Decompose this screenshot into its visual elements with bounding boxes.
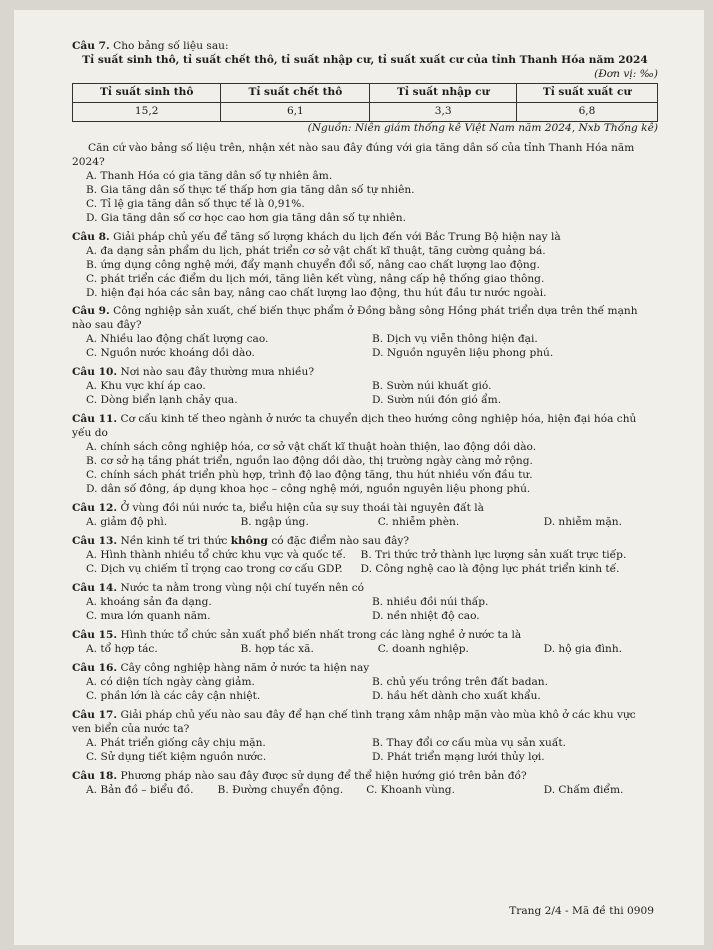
question-number: Câu 7. [72,40,110,52]
question-9 [72,305,658,361]
stem-text: có đặc điểm nào sau đây? [267,535,410,547]
stem-text: Công nghiệp sản xuất, chế biến thực phẩm ở Đồng bằng sông Hồng phát triển dựa trên thế mạnh nào sau đây? [72,305,638,332]
option-b[interactable]: B. Đường chuyển động. [217,783,344,796]
option-c[interactable]: C. Nguồn nước khoáng dồi dào. [86,347,255,360]
option-row [72,690,658,704]
option-d[interactable]: D. dân số đông, áp dụng khoa học – công nghệ mới, nguồn nguyên liệu phong phú. [86,483,531,496]
option-row [72,676,658,690]
option-b[interactable]: B. Gia tăng dân số thực tế thấp hơn gia tăng dân số tự nhiên. [86,183,415,196]
stem-text: Cơ cấu kinh tế theo ngành ở nước ta chuyển dịch theo hướng công nghiệp hóa, hiện đại hóa chủ yếu do [72,413,637,440]
table-cell: 6,1 [221,102,370,121]
option-a[interactable]: A. Khu vực khí áp cao. [86,380,206,393]
option-d[interactable]: D. hộ gia đình. [543,642,623,655]
option-row [72,347,658,361]
question-17 [72,709,658,765]
option-b[interactable]: B. nhiều đồi núi thấp. [372,595,489,608]
question-15 [72,629,658,657]
option-row [72,784,658,798]
question-number: Câu 12. [72,502,118,515]
option-b[interactable]: B. cơ sở hạ tầng phát triển, nguồn lao động dồi dào, thị trường ngày càng mở rộng. [86,455,533,468]
question-16-stem [72,662,658,676]
table-unit: (Đơn vị: ‰) [594,67,658,80]
question-7-stem [72,40,658,54]
stem-text: Hình thức tổ chức sản xuất phổ biến nhất trong các làng nghề ở nước ta là [120,628,522,641]
question-7-prompt: Căn cứ vào bảng số liệu trên, nhận xét nào sau đây đúng với gia tăng dân số của tỉnh Thanh Hóa năm 2024? [72,141,635,168]
option-row [72,549,658,563]
table-cell: 3,3 [370,102,517,121]
stem-text: Nền kinh tế tri thức [120,535,231,547]
option-d[interactable]: D. Công nghệ cao là động lực phát triển kinh tế. [360,562,620,575]
stem-text: Giải pháp chủ yếu nào sau đây để hạn chế tình trạng xâm nhập mặn vào mùa khô ở các khu vực ven biển của nước ta? [72,708,636,735]
question-13-stem [72,535,658,549]
option-a[interactable]: A. giảm độ phì. [86,516,168,529]
option-d[interactable]: D. Chấm điểm. [543,783,624,796]
stem-emphasis: không [230,535,268,547]
option-b[interactable]: B. hợp tác xã. [240,642,314,655]
option-a[interactable]: A. đa dạng sản phẩm du lịch, phát triển cơ sở vật chất kĩ thuật, tăng cường quảng bá. [86,244,546,257]
option-row [72,333,658,347]
question-14-stem [72,582,658,596]
option-d[interactable]: D. Phát triển mạng lưới thủy lợi. [372,750,545,763]
option-c[interactable]: C. Tỉ lệ gia tăng dân số thực tế là 0,91%. [86,197,305,210]
question-11 [72,413,658,497]
option-a[interactable]: A. Hình thành nhiều tổ chức khu vực và quốc tế. [86,548,346,561]
option-c[interactable]: C. mưa lớn quanh năm. [86,609,211,622]
stem-text: Ở vùng đồi núi nước ta, biểu hiện của sự suy thoái tài nguyên đất là [120,502,484,515]
question-8 [72,231,658,301]
question-12-stem [72,502,658,516]
question-number: Câu 17. [72,708,118,721]
option-c[interactable]: C. Sử dụng tiết kiệm nguồn nước. [86,750,267,763]
option-a[interactable]: A. khoáng sản đa dạng. [86,595,212,608]
table-cell: 15,2 [73,102,221,121]
table-header-cell: Tỉ suất sinh thô [73,83,221,102]
table-row [73,102,658,121]
option-d[interactable]: D. nhiễm mặn. [543,516,622,529]
table-header-cell: Tỉ suất nhập cư [370,83,517,102]
option-c[interactable]: C. chính sách phát triển phù hợp, trình độ lao động tăng, thu hút nhiều vốn đầu tư. [86,469,533,482]
stem-text: Phương pháp nào sau đây được sử dụng để thể hiện hướng gió trên bản đồ? [120,769,527,782]
option-row [72,563,658,577]
option-row [72,516,658,530]
option-d[interactable]: D. hiện đại hóa các sân bay, nâng cao chất lượng lao động, thu hút đầu tư nước ngoài. [86,286,547,299]
stem-text: Nơi nào sau đây thường mưa nhiều? [120,366,315,379]
question-number: Câu 8. [72,230,110,243]
question-number: Câu 10. [72,366,118,379]
table-header-cell: Tỉ suất chết thô [221,83,370,102]
option-c[interactable]: C. nhiễm phèn. [377,516,460,529]
question-18-stem [72,770,658,784]
option-c[interactable]: C. Dòng biển lạnh chảy qua. [86,394,238,407]
option-row [72,643,658,657]
table-cell: 6,8 [516,102,657,121]
option-a[interactable]: A. có diện tích ngày càng giảm. [86,675,255,688]
option-a[interactable]: A. Bản đồ – biểu đồ. [86,783,194,796]
option-a[interactable]: A. Nhiều lao động chất lượng cao. [86,333,269,346]
exam-page [14,10,704,945]
stem-text: Cho bảng số liệu sau: [113,40,229,52]
question-17-stem [72,709,658,737]
option-row [72,610,658,624]
option-c[interactable]: C. phần lớn là các cây cận nhiệt. [86,689,261,702]
option-b[interactable]: B. chủ yếu trồng trên đất badan. [372,675,548,688]
stem-text: Nước ta nằm trong vùng nội chí tuyến nên có [120,581,365,594]
option-b[interactable]: B. Sườn núi khuất gió. [372,380,492,393]
option-a[interactable]: A. Phát triển giống cây chịu mặn. [86,736,266,749]
data-table [72,83,658,122]
option-c[interactable]: C. Dịch vụ chiếm tỉ trọng cao trong cơ cấu GDP. [86,562,343,575]
question-number: Câu 18. [72,769,118,782]
option-d[interactable]: D. Nguồn nguyên liệu phong phú. [372,347,554,360]
question-10 [72,366,658,408]
question-13 [72,535,658,577]
option-row [72,751,658,765]
question-number: Câu 13. [72,535,118,547]
question-7 [72,40,658,226]
option-row [72,380,658,394]
question-18 [72,770,658,798]
option-row [72,394,658,408]
table-title: Tỉ suất sinh thô, tỉ suất chết thô, tỉ suất nhập cư, tỉ suất xuất cư của tỉnh Thanh Hóa năm 2024 [82,53,648,66]
option-b[interactable]: B. ứng dụng công nghệ mới, đẩy mạnh chuyển đổi số, nâng cao chất lượng lao động. [86,258,540,271]
option-a[interactable]: A. chính sách công nghiệp hóa, cơ sở vật chất kĩ thuật hoàn thiện, lao động dồi dào. [86,441,537,454]
question-9-stem [72,305,658,333]
stem-text: Giải pháp chủ yếu để tăng số lượng khách du lịch đến với Bắc Trung Bộ hiện nay là [113,230,561,243]
option-d[interactable]: D. hầu hết dành cho xuất khẩu. [372,689,541,702]
option-c[interactable]: C. doanh nghiệp. [377,642,469,655]
question-number: Câu 15. [72,628,118,641]
option-b[interactable]: B. Thay đổi cơ cấu mùa vụ sản xuất. [372,736,566,749]
question-15-stem [72,629,658,643]
question-14 [72,582,658,624]
question-number: Câu 11. [72,413,118,426]
question-8-stem [72,231,658,245]
option-b[interactable]: B. Tri thức trở thành lực lượng sản xuất trực tiếp. [360,548,627,561]
option-b[interactable]: B. ngập úng. [240,516,309,529]
option-d[interactable]: D. nền nhiệt độ cao. [372,609,480,622]
question-12 [72,502,658,530]
option-a[interactable]: A. tổ hợp tác. [86,642,158,655]
option-c[interactable]: C. phát triển các điểm du lịch mới, tăng liên kết vùng, nâng cấp hệ thống giao thông. [86,272,545,285]
table-source: (Nguồn: Niên giám thống kê Việt Nam năm 2024, Nxb Thống kê) [307,121,658,134]
option-d[interactable]: D. Sườn núi đón gió ẩm. [372,394,502,407]
option-a[interactable]: A. Thanh Hóa có gia tăng dân số tự nhiên âm. [86,169,333,182]
table-header-row [73,83,658,102]
option-row [72,737,658,751]
stem-text: Cây công nghiệp hàng năm ở nước ta hiện nay [120,661,370,674]
question-10-stem [72,366,658,380]
question-11-stem [72,413,658,441]
option-row [72,596,658,610]
question-number: Câu 9. [72,305,110,318]
option-c[interactable]: C. Khoanh vùng. [366,783,455,796]
page-footer: Trang 2/4 - Mã đề thi 0909 [509,905,654,918]
question-number: Câu 16. [72,661,118,674]
option-b[interactable]: B. Dịch vụ viễn thông hiện đại. [372,333,538,346]
option-d[interactable]: D. Gia tăng dân số cơ học cao hơn gia tăng dân số tự nhiên. [86,211,406,224]
question-number: Câu 14. [72,581,118,594]
question-16 [72,662,658,704]
table-header-cell: Tỉ suất xuất cư [516,83,657,102]
